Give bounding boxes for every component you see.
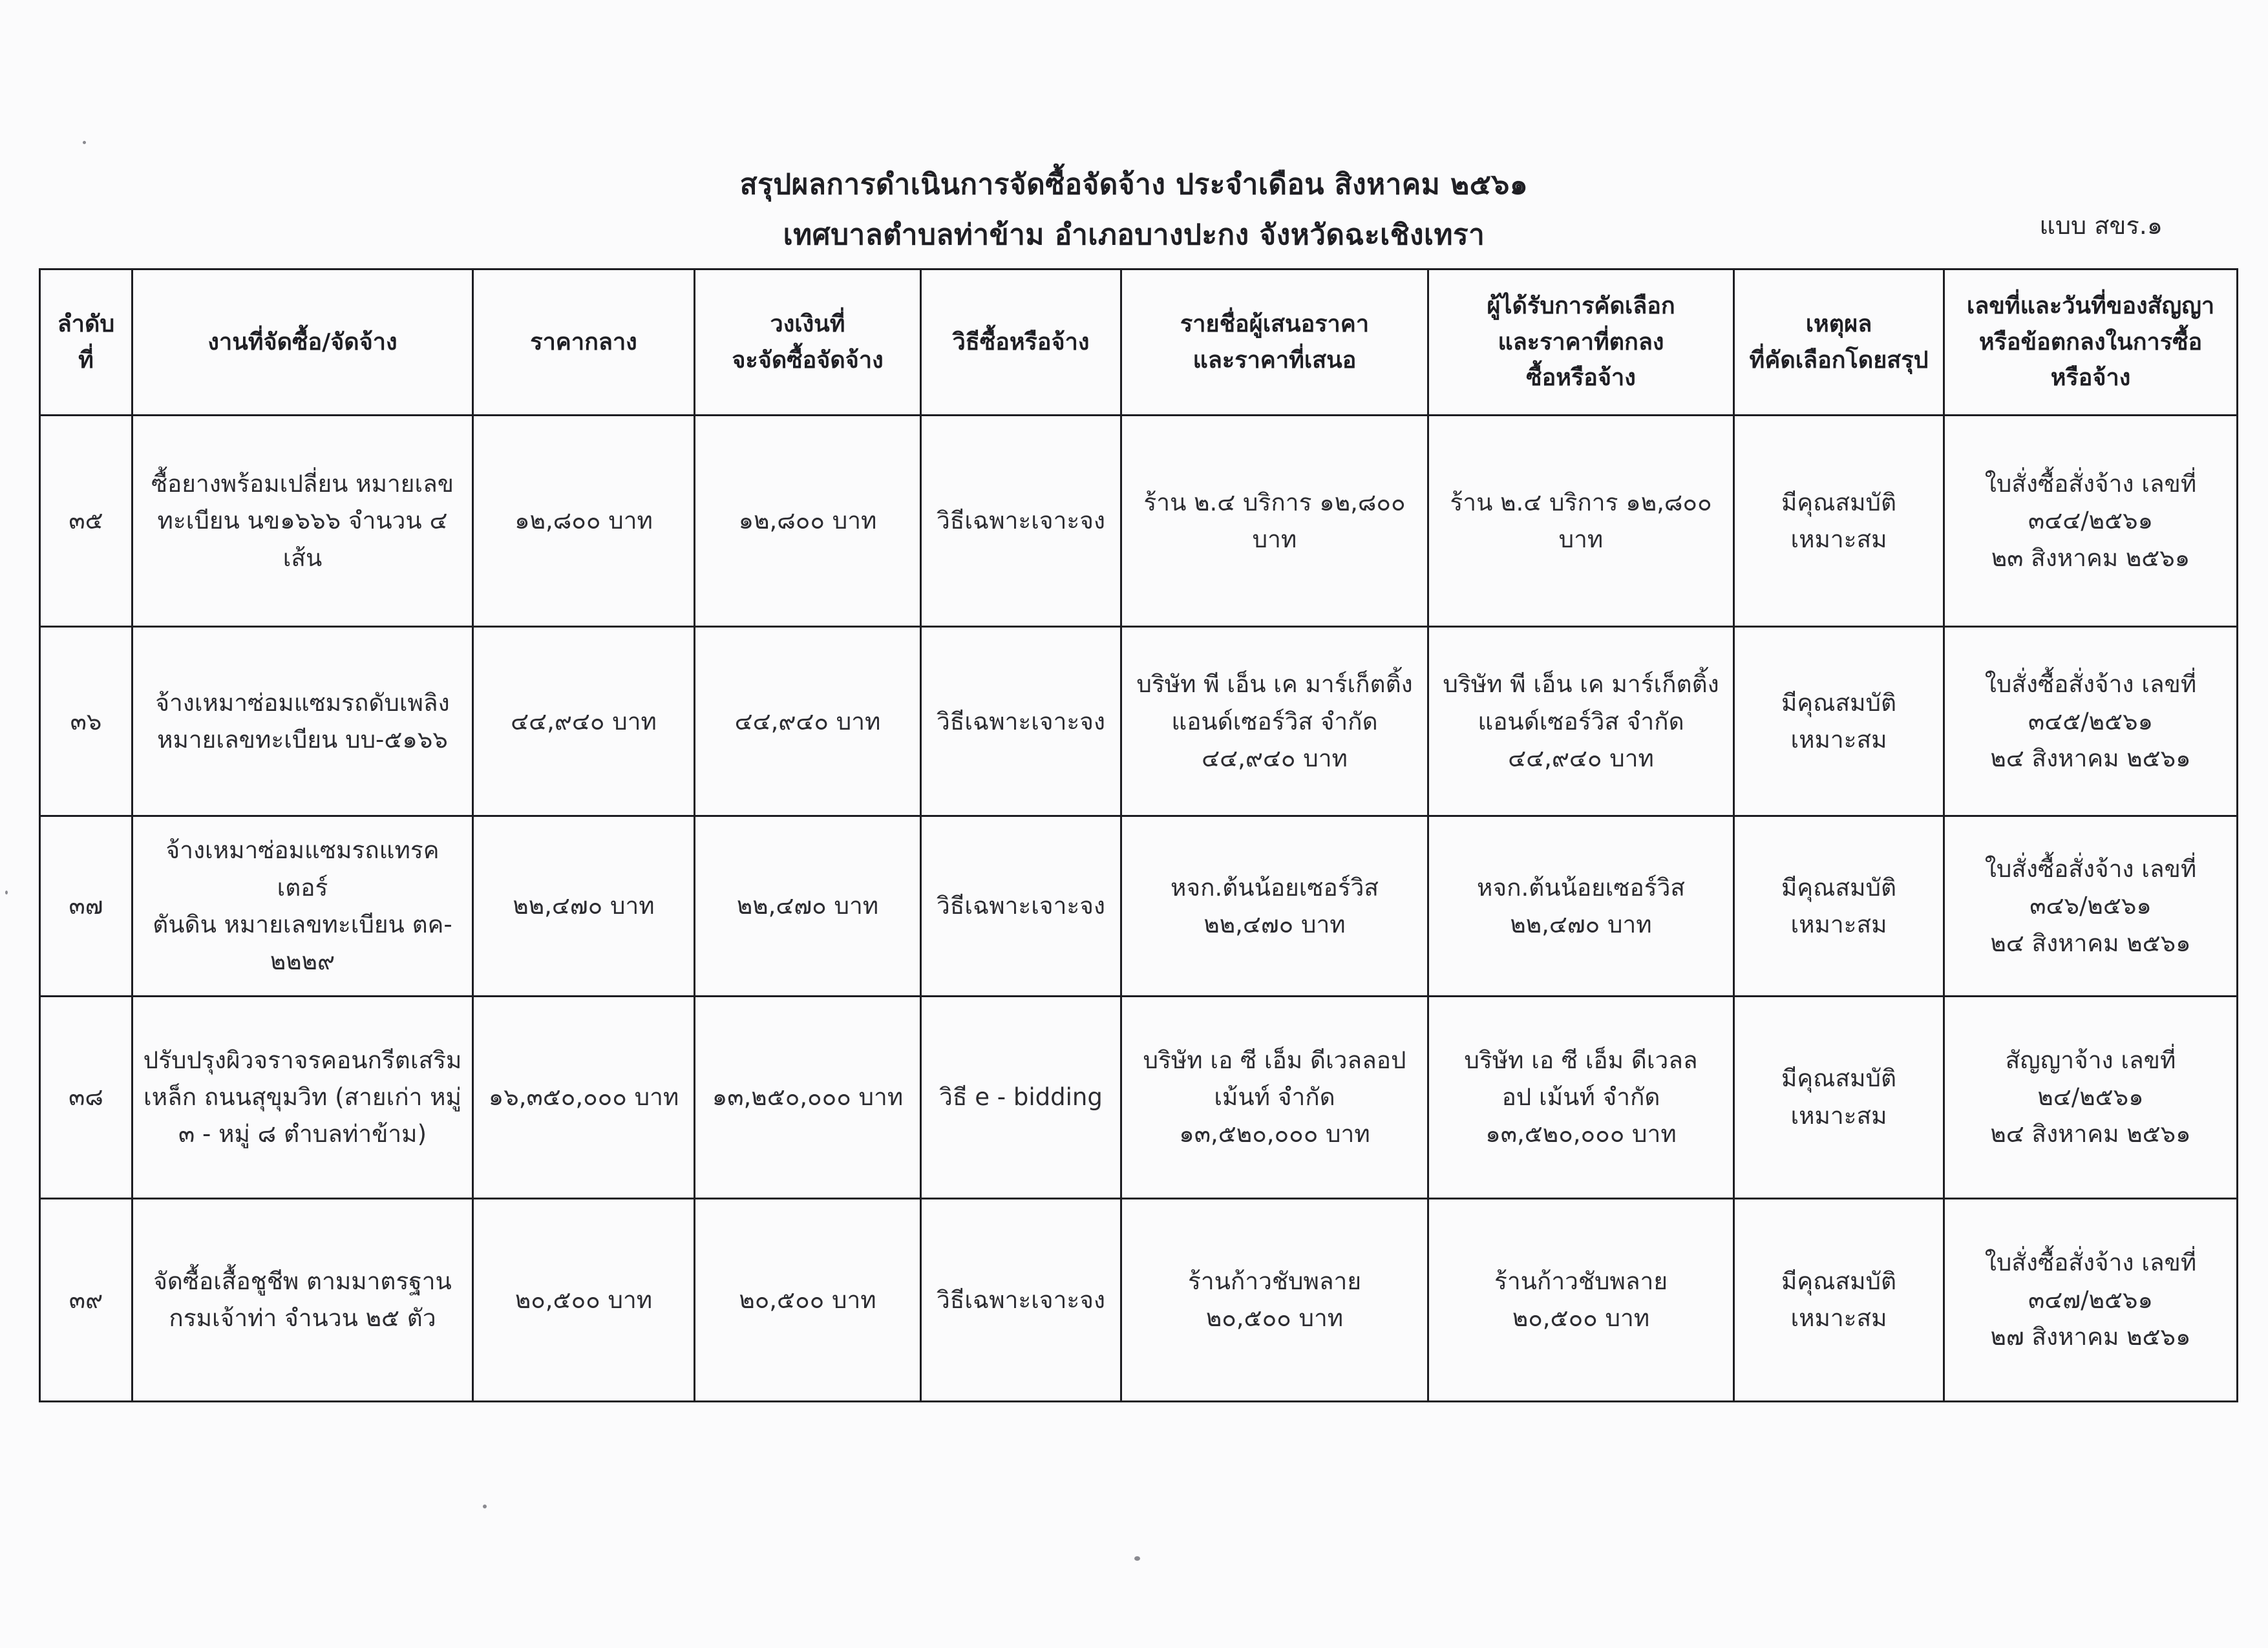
header-median-price: ราคากลาง	[473, 269, 695, 416]
cell-work: จัดซื้อเสื้อชูชีพ ตามมาตรฐาน กรมเจ้าท่า จำนวน ๒๕ ตัว	[132, 1198, 473, 1401]
cell-bidders: ร้านก้าวชับพลาย ๒๐,๕๐๐ บาท	[1121, 1198, 1428, 1401]
cell-bidders: บริษัท เอ ซี เอ็ม ดีเวลลอป เม้นท์ จำกัด ๑๓,๕๒๐,๐๐๐ บาท	[1121, 996, 1428, 1198]
cell-median-price: ๒๐,๕๐๐ บาท	[473, 1198, 695, 1401]
cell-reason: มีคุณสมบัติ เหมาะสม	[1734, 627, 1944, 816]
report-subtitle: เทศบาลตำบลท่าข้าม อำเภอบางปะกง จังหวัดฉะเชิงเทรา	[783, 218, 1485, 251]
cell-selected: บริษัท พี เอ็น เค มาร์เก็ตติ้ง แอนด์เซอร์วิส จำกัด ๔๔,๙๔๐ บาท	[1428, 627, 1734, 816]
cell-work: ปรับปรุงผิวจราจรคอนกรีตเสริม เหล็ก ถนนสุขุมวิท (สายเก่า หมู่ ๓ - หมู่ ๘ ตำบลท่าข้าม)	[132, 996, 473, 1198]
table-row	[40, 816, 2238, 996]
header-reason: เหตุผล ที่คัดเลือกโดยสรุป	[1734, 269, 1944, 416]
header-no: ลำดับที่	[40, 269, 132, 416]
cell-method: วิธีเฉพาะเจาะจง	[921, 416, 1121, 627]
cell-method: วิธีเฉพาะเจาะจง	[921, 627, 1121, 816]
cell-selected: ร้าน ๒.๔ บริการ ๑๒,๘๐๐ บาท	[1428, 416, 1734, 627]
header-contract: เลขที่และวันที่ของสัญญา หรือข้อตกลงในการซื้อ หรือจ้าง	[1944, 269, 2238, 416]
procurement-table	[39, 268, 2238, 1402]
cell-work: จ้างเหมาซ่อมแซมรถดับเพลิง หมายเลขทะเบียน บบ-๕๑๖๖	[132, 627, 473, 816]
cell-work: จ้างเหมาซ่อมแซมรถแทรคเตอร์ ตันดิน หมายเลขทะเบียน ตค- ๒๒๒๙	[132, 816, 473, 996]
cell-budget: ๒๒,๔๗๐ บาท	[695, 816, 921, 996]
cell-no: ๓๘	[40, 996, 132, 1198]
cell-contract: ใบสั่งซื้อสั่งจ้าง เลขที่ ๓๔๔/๒๕๖๑ ๒๓ สิงหาคม ๒๕๖๑	[1944, 416, 2238, 627]
scan-speck	[5, 891, 8, 894]
cell-median-price: ๑๖,๓๕๐,๐๐๐ บาท	[473, 996, 695, 1198]
cell-selected: หจก.ต้นน้อยเซอร์วิส ๒๒,๔๗๐ บาท	[1428, 816, 1734, 996]
cell-budget: ๑๒,๘๐๐ บาท	[695, 416, 921, 627]
cell-bidders: บริษัท พี เอ็น เค มาร์เก็ตติ้ง แอนด์เซอร์วิส จำกัด ๔๔,๙๔๐ บาท	[1121, 627, 1428, 816]
cell-selected: ร้านก้าวชับพลาย ๒๐,๕๐๐ บาท	[1428, 1198, 1734, 1401]
cell-reason: มีคุณสมบัติ เหมาะสม	[1734, 996, 1944, 1198]
header-method: วิธีซื้อหรือจ้าง	[921, 269, 1121, 416]
cell-median-price: ๑๒,๘๐๐ บาท	[473, 416, 695, 627]
cell-selected: บริษัท เอ ซี เอ็ม ดีเวลล อป เม้นท์ จำกัด ๑๓,๕๒๐,๐๐๐ บาท	[1428, 996, 1734, 1198]
table-row	[40, 1198, 2238, 1401]
cell-median-price: ๒๒,๔๗๐ บาท	[473, 816, 695, 996]
table-row	[40, 996, 2238, 1198]
scan-speck	[1134, 1556, 1140, 1561]
cell-budget: ๑๓,๒๕๐,๐๐๐ บาท	[695, 996, 921, 1198]
cell-no: ๓๖	[40, 627, 132, 816]
table-row	[40, 416, 2238, 627]
header-budget: วงเงินที่ จะจัดซื้อจัดจ้าง	[695, 269, 921, 416]
cell-reason: มีคุณสมบัติ เหมาะสม	[1734, 1198, 1944, 1401]
header-row	[40, 269, 2238, 416]
cell-no: ๓๗	[40, 816, 132, 996]
cell-median-price: ๔๔,๙๔๐ บาท	[473, 627, 695, 816]
cell-no: ๓๕	[40, 416, 132, 627]
cell-reason: มีคุณสมบัติ เหมาะสม	[1734, 816, 1944, 996]
cell-no: ๓๙	[40, 1198, 132, 1401]
header-bidders: รายชื่อผู้เสนอราคา และราคาที่เสนอ	[1121, 269, 1428, 416]
scan-speck	[83, 141, 86, 144]
cell-reason: มีคุณสมบัติ เหมาะสม	[1734, 416, 1944, 627]
cell-budget: ๒๐,๕๐๐ บาท	[695, 1198, 921, 1401]
table-row	[40, 627, 2238, 816]
cell-bidders: หจก.ต้นน้อยเซอร์วิส ๒๒,๔๗๐ บาท	[1121, 816, 1428, 996]
cell-method: วิธี e - bidding	[921, 996, 1121, 1198]
cell-contract: ใบสั่งซื้อสั่งจ้าง เลขที่ ๓๔๕/๒๕๖๑ ๒๔ สิงหาคม ๒๕๖๑	[1944, 627, 2238, 816]
header-selected: ผู้ได้รับการคัดเลือก และราคาที่ตกลง ซื้อหรือจ้าง	[1428, 269, 1734, 416]
cell-bidders: ร้าน ๒.๔ บริการ ๑๒,๘๐๐ บาท	[1121, 416, 1428, 627]
scan-speck	[483, 1505, 487, 1508]
report-title: สรุปผลการดำเนินการจัดซื้อจัดจ้าง ประจำเดือน สิงหาคม ๒๕๖๑	[739, 168, 1529, 201]
form-code: แบบ สขร.๑	[2039, 211, 2163, 240]
cell-contract: ใบสั่งซื้อสั่งจ้าง เลขที่ ๓๔๖/๒๕๖๑ ๒๔ สิงหาคม ๒๕๖๑	[1944, 816, 2238, 996]
cell-contract: สัญญาจ้าง เลขที่ ๒๔/๒๕๖๑ ๒๔ สิงหาคม ๒๕๖๑	[1944, 996, 2238, 1198]
cell-method: วิธีเฉพาะเจาะจง	[921, 816, 1121, 996]
cell-contract: ใบสั่งซื้อสั่งจ้าง เลขที่ ๓๔๗/๒๕๖๑ ๒๗ สิงหาคม ๒๕๖๑	[1944, 1198, 2238, 1401]
cell-work: ซื้อยางพร้อมเปลี่ยน หมายเลข ทะเบียน นข๑๖๖๖ จำนวน ๔ เส้น	[132, 416, 473, 627]
cell-method: วิธีเฉพาะเจาะจง	[921, 1198, 1121, 1401]
cell-budget: ๔๔,๙๔๐ บาท	[695, 627, 921, 816]
header-work: งานที่จัดซื้อ/จัดจ้าง	[132, 269, 473, 416]
